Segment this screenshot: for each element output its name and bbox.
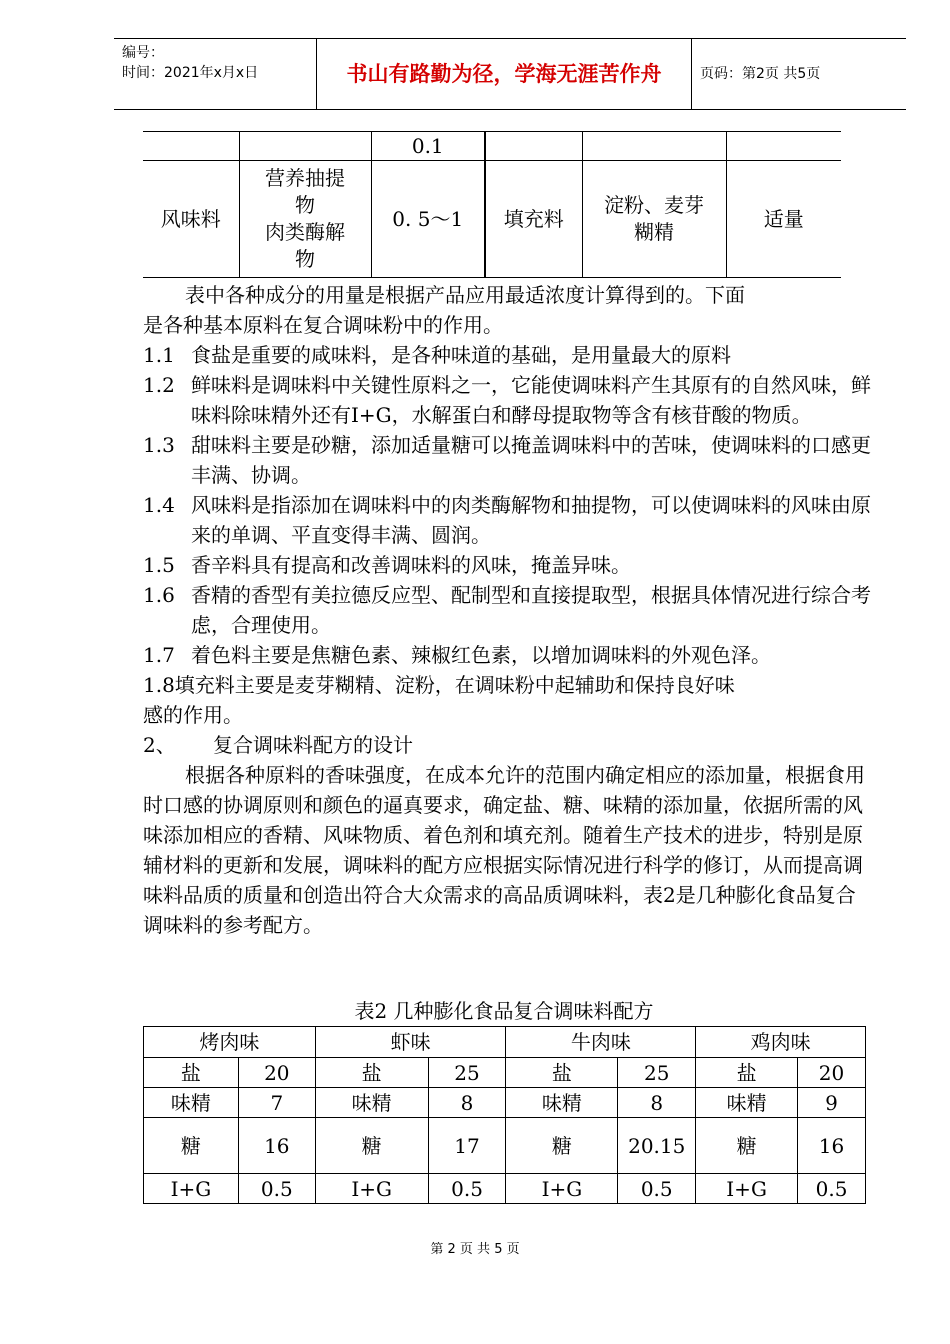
table-cell: 盐 bbox=[315, 1058, 428, 1088]
table-cell: 盐 bbox=[696, 1058, 798, 1088]
table-cell bbox=[582, 161, 726, 278]
table-cell: 8 bbox=[618, 1088, 696, 1118]
flavor-header: 牛肉味 bbox=[506, 1027, 696, 1058]
page-header bbox=[114, 38, 906, 110]
table-cell: I+G bbox=[315, 1174, 428, 1204]
table-cell: 糖 bbox=[315, 1118, 428, 1174]
intro-line: 是各种基本原料在复合调味粉中的作用。 bbox=[143, 313, 503, 337]
list-item bbox=[143, 580, 873, 640]
table-cell: 味精 bbox=[696, 1088, 798, 1118]
table-cell bbox=[239, 161, 371, 278]
table-cell bbox=[143, 132, 239, 161]
table-cell: 0.1 bbox=[371, 132, 485, 161]
body-text bbox=[143, 280, 873, 940]
item-number: 1.2 bbox=[143, 373, 175, 397]
table-cell: 8 bbox=[428, 1088, 506, 1118]
cell-line: 糊精 bbox=[634, 220, 674, 244]
table-cell: 25 bbox=[428, 1058, 506, 1088]
table-cell: 填充料 bbox=[485, 161, 582, 278]
table-row bbox=[143, 161, 841, 278]
table-row bbox=[144, 1088, 866, 1118]
section-heading bbox=[143, 730, 873, 760]
table-cell: 0.5 bbox=[618, 1174, 696, 1204]
table-cell bbox=[726, 132, 841, 161]
item-text: 食盐是重要的咸味料，是各种味道的基础，是用量最大的原料 bbox=[191, 343, 731, 367]
table-cell: 适量 bbox=[726, 161, 841, 278]
list-item bbox=[143, 490, 873, 550]
item-number: 1.1 bbox=[143, 343, 175, 367]
table-cell: 25 bbox=[618, 1058, 696, 1088]
flavor-header: 虾味 bbox=[315, 1027, 506, 1058]
item-number: 1.3 bbox=[143, 433, 175, 457]
table-cell: 9 bbox=[798, 1088, 866, 1118]
list-item bbox=[143, 550, 873, 580]
table-cell: 20 bbox=[238, 1058, 315, 1088]
table-cell bbox=[485, 132, 582, 161]
table-cell: 糖 bbox=[506, 1118, 618, 1174]
cell-line: 物 bbox=[295, 247, 315, 271]
table-cell: 16 bbox=[238, 1118, 315, 1174]
table-cell: 7 bbox=[238, 1088, 315, 1118]
table-row bbox=[143, 132, 841, 161]
table-cell: 味精 bbox=[144, 1088, 239, 1118]
table-cell: 17 bbox=[428, 1118, 506, 1174]
cell-line: 淀粉、麦芽 bbox=[604, 193, 704, 217]
list-item bbox=[143, 640, 873, 670]
flavor-header: 鸡肉味 bbox=[696, 1027, 866, 1058]
section-title: 复合调味料配方的设计 bbox=[213, 733, 413, 757]
item-number: 1.7 bbox=[143, 643, 175, 667]
item-number: 1.6 bbox=[143, 583, 175, 607]
list-item bbox=[143, 340, 873, 370]
table-cell: 0.5 bbox=[798, 1174, 866, 1204]
table-cell: I+G bbox=[144, 1174, 239, 1204]
section-number: 2、 bbox=[143, 733, 176, 757]
page-footer: 第 2 页 共 5 页 bbox=[430, 1242, 520, 1257]
table-cell: 糖 bbox=[144, 1118, 239, 1174]
table-cell: I+G bbox=[696, 1174, 798, 1204]
table-cell: 20.15 bbox=[618, 1118, 696, 1174]
cell-line: 营养抽提 bbox=[265, 166, 345, 190]
flavor-header: 烤肉味 bbox=[144, 1027, 316, 1058]
item-text: 鲜味料是调味料中关键性原料之一，它能使调味料产生其原有的自然风味，鲜味料除味精外还有I+G，水解蛋白和酵母提取物等含有核苷酸的物质。 bbox=[191, 373, 871, 427]
table-cell: 风味料 bbox=[143, 161, 239, 278]
list-item bbox=[143, 430, 873, 490]
table-row bbox=[144, 1118, 866, 1174]
table-header-row bbox=[144, 1027, 866, 1058]
doc-date: 时间：2021年x月x日 bbox=[122, 65, 259, 81]
table-cell: 盐 bbox=[144, 1058, 239, 1088]
table-cell bbox=[239, 132, 371, 161]
header-motto: 书山有路勤为径，学海无涯苦作舟 bbox=[316, 39, 692, 109]
doc-number-label: 编号： bbox=[122, 45, 164, 61]
table-cell bbox=[582, 132, 726, 161]
formula-table bbox=[143, 1026, 866, 1204]
header-page-info: 页码：第2页 共5页 bbox=[700, 66, 821, 82]
item-number: 1.5 bbox=[143, 553, 175, 577]
table-cell: 0. 5～1 bbox=[371, 161, 485, 278]
item-text: 着色料主要是焦糖色素、辣椒红色素，以增加调味料的外观色泽。 bbox=[191, 643, 771, 667]
header-meta bbox=[114, 39, 314, 109]
list-item bbox=[143, 370, 873, 430]
table-cell: I+G bbox=[506, 1174, 618, 1204]
table-row bbox=[144, 1058, 866, 1088]
item-text: 香辛料具有提高和改善调味料的风味，掩盖异味。 bbox=[191, 553, 631, 577]
design-paragraph: 根据各种原料的香味强度，在成本允许的范围内确定相应的添加量，根据食用时口感的协调原则和颜色的逼真要求，确定盐、糖、味精的添加量，依据所需的风味添加相应的香精、风味物质、着色剂和填充剂。随着生产技术的进步，特别是原辅材料的更新和发展，调味料的配方应根据实际情况进行科学的修订，从而提高调味料品质的质量和创造出符合大众需求的高品质调味料，表2是几种膨化食品复合调味料的参考配方。 bbox=[143, 763, 865, 937]
item-text: 香精的香型有美拉德反应型、配制型和直接提取型，根据具体情况进行综合考虑，合理使用。 bbox=[191, 583, 871, 637]
item-text: 甜味料主要是砂糖，添加适量糖可以掩盖调味料中的苦味，使调味料的口感更丰满、协调。 bbox=[191, 433, 871, 487]
cell-line: 肉类酶解 bbox=[265, 220, 345, 244]
intro-line: 表中各种成分的用量是根据产品应用最适浓度计算得到的。下面 bbox=[185, 283, 745, 307]
item-number: 1.4 bbox=[143, 493, 175, 517]
table-cell: 盐 bbox=[506, 1058, 618, 1088]
table-cell: 味精 bbox=[315, 1088, 428, 1118]
table-cell: 味精 bbox=[506, 1088, 618, 1118]
table-cell: 0.5 bbox=[238, 1174, 315, 1204]
list-item-1-8-cont: 感的作用。 bbox=[143, 703, 243, 727]
table-cell: 16 bbox=[798, 1118, 866, 1174]
item-text: 风味料是指添加在调味料中的肉类酶解物和抽提物，可以使调味料的风味由原来的单调、平直变得丰满、圆润。 bbox=[191, 493, 871, 547]
table-caption: 表2 几种膨化食品复合调味料配方 bbox=[354, 999, 654, 1023]
table-cell: 20 bbox=[798, 1058, 866, 1088]
list-item-1-8: 1.8填充料主要是麦芽糊精、淀粉，在调味粉中起辅助和保持良好味 bbox=[143, 673, 735, 697]
table-cell: 糖 bbox=[696, 1118, 798, 1174]
table-cell: 0.5 bbox=[428, 1174, 506, 1204]
cell-line: 物 bbox=[295, 193, 315, 217]
ingredient-table-fragment bbox=[143, 131, 841, 278]
table-row bbox=[144, 1174, 866, 1204]
